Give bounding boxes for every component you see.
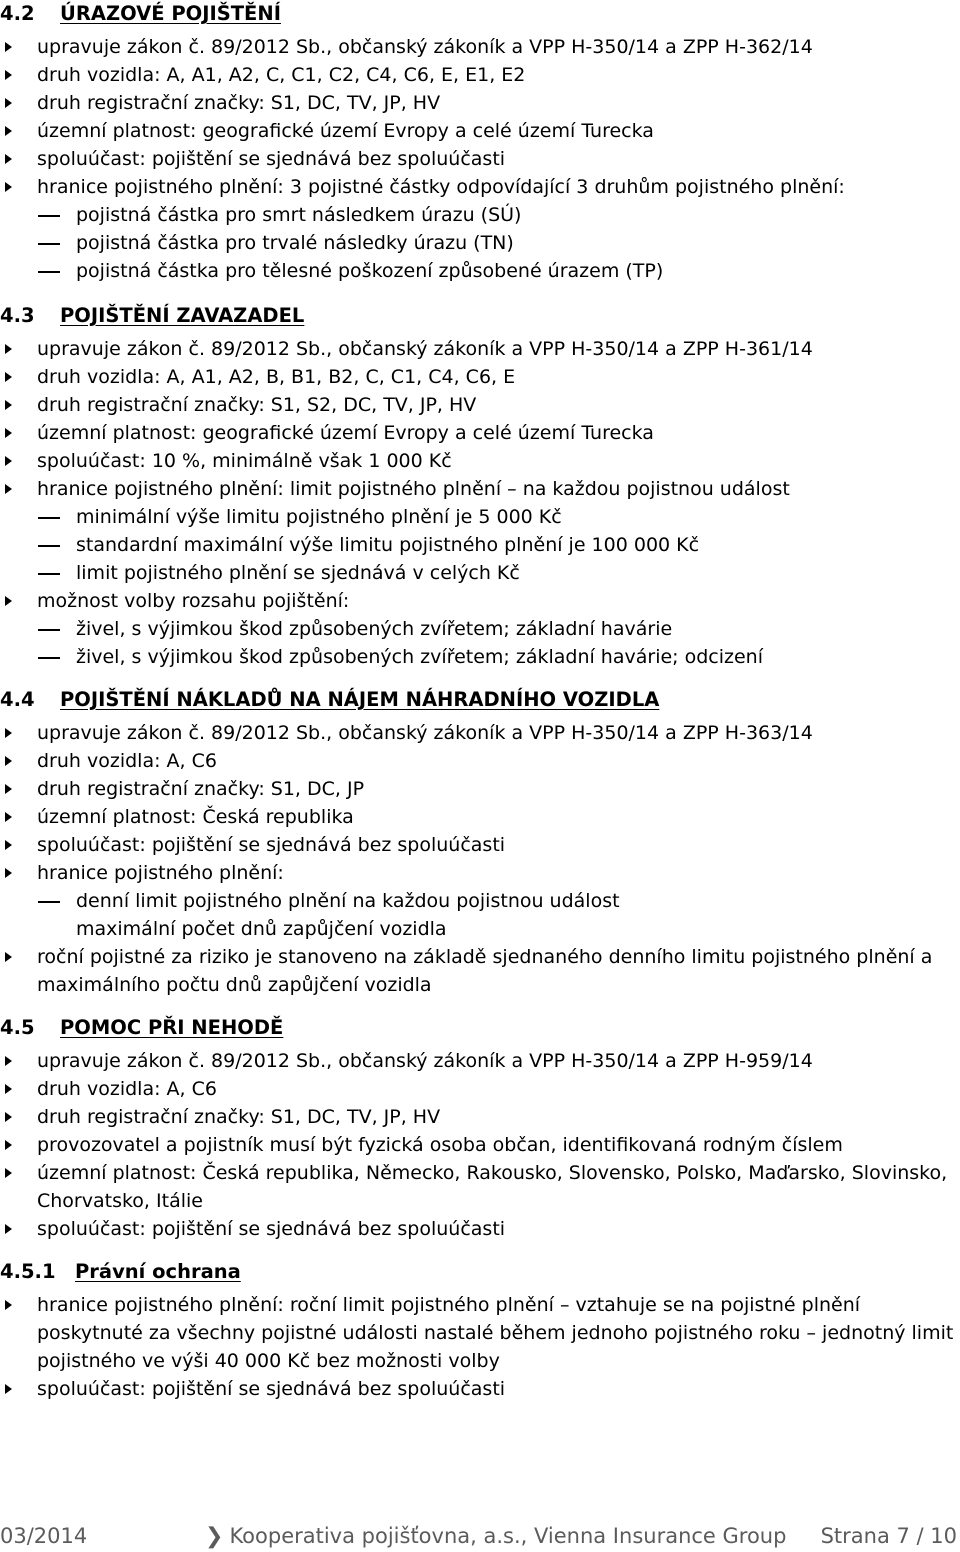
dash-icon (38, 629, 60, 631)
bullet-triangle-icon (5, 372, 12, 382)
bullet-triangle-icon (5, 400, 12, 410)
bullet-triangle-icon (5, 868, 12, 878)
list-item: provozovatel a pojistník musí být fyzická osoba občan, identifikovaná rodným číslem (0, 1131, 960, 1159)
sub-list-item: denní limit pojistného plnění na každou pojistnou událost (0, 887, 960, 915)
dash-icon (38, 901, 60, 903)
bullet-triangle-icon (5, 70, 12, 80)
sub-list-item: maximální počet dnů zapůjčení vozidla (76, 918, 447, 940)
sub-list-item: živel, s výjimkou škod způsobených zvířetem; základní havárie; odcizení (0, 643, 960, 671)
dash-icon (38, 573, 60, 575)
list-item: upravuje zákon č. 89/2012 Sb., občanský zákoník a VPP H-350/14 a ZPP H-362/14 (0, 33, 960, 61)
section-list-4-2 (0, 33, 960, 285)
sub-list-item: pojistná částka pro tělesné poškození způsobené úrazem (TP) (0, 257, 960, 285)
section-title: Právní ochrana (75, 1260, 241, 1283)
sub-list-item: standardní maximální výše limitu pojistného plnění je 100 000 Kč (0, 531, 960, 559)
list-item: druh vozidla: A, A1, A2, C, C1, C2, C4, C6, E, E1, E2 (0, 61, 960, 89)
bullet-triangle-icon (5, 596, 12, 606)
footer-company-name: Kooperativa pojišťovna, a.s., Vienna Insurance Group (229, 1524, 787, 1548)
list-item: územní platnost: geografické území Evropy a celé území Turecka (0, 419, 960, 447)
bullet-triangle-icon (5, 1056, 12, 1066)
list-item: spoluúčast: pojištění se sjednává bez spoluúčasti (0, 1375, 960, 1403)
section-title: POMOC PŘI NEHODĚ (60, 1016, 284, 1039)
list-item: druh registrační značky: S1, S2, DC, TV, JP, HV (0, 391, 960, 419)
list-item: spoluúčast: pojištění se sjednává bez spoluúčasti (0, 831, 960, 859)
section-list-4-5-1 (0, 1291, 960, 1403)
list-item: spoluúčast: pojištění se sjednává bez spoluúčasti (0, 1215, 960, 1243)
bullet-triangle-icon (5, 1168, 12, 1178)
bullet-triangle-icon (5, 42, 12, 52)
list-item: druh registrační značky: S1, DC, TV, JP, HV (0, 89, 960, 117)
list-item: druh vozidla: A, C6 (0, 1075, 960, 1103)
section-heading-4-3 (0, 302, 304, 330)
section-number: 4.3 (0, 304, 35, 327)
section-list-4-5 (0, 1047, 960, 1243)
section-heading-4-2 (0, 0, 281, 28)
section-list-4-3 (0, 335, 960, 671)
list-item: územní platnost: Česká republika (0, 803, 960, 831)
bullet-triangle-icon (5, 728, 12, 738)
bullet-triangle-icon (5, 98, 12, 108)
section-number: 4.5.1 (0, 1260, 56, 1283)
dash-icon (38, 243, 60, 245)
footer-date: 03/2014 (0, 1524, 88, 1548)
bullet-triangle-icon (5, 154, 12, 164)
list-item: spoluúčast: pojištění se sjednává bez spoluúčasti (0, 145, 960, 173)
bullet-triangle-icon (5, 428, 12, 438)
list-item: druh vozidla: A, C6 (0, 747, 960, 775)
list-item: hranice pojistného plnění: (0, 859, 960, 887)
list-item: spoluúčast: 10 %, minimálně však 1 000 Kč (0, 447, 960, 475)
sub-list-item: pojistná částka pro smrt následkem úrazu (SÚ) (0, 201, 960, 229)
bullet-triangle-icon (5, 484, 12, 494)
chevron-right-icon: ❯ (205, 1524, 224, 1549)
section-heading-4-4 (0, 686, 659, 714)
list-item: upravuje zákon č. 89/2012 Sb., občanský zákoník a VPP H-350/14 a ZPP H-959/14 (0, 1047, 960, 1075)
bullet-triangle-icon (5, 1112, 12, 1122)
bullet-triangle-icon (5, 784, 12, 794)
section-heading-4-5-1 (0, 1258, 241, 1286)
bullet-triangle-icon (5, 126, 12, 136)
list-item: hranice pojistného plnění: roční limit pojistného plnění – vztahuje se na pojistné plnění poskytnuté za všechny pojistné události nastalé během jednoho pojistného roku – jednotný limit pojistného ve výši 40 000 Kč bez možnosti volby (0, 1291, 960, 1375)
section-heading-4-5 (0, 1014, 283, 1042)
sub-list-item: pojistná částka pro trvalé následky úrazu (TN) (0, 229, 960, 257)
list-item: hranice pojistného plnění: 3 pojistné částky odpovídající 3 druhům pojistného plnění: (0, 173, 960, 201)
bullet-triangle-icon (5, 840, 12, 850)
footer-company (205, 1521, 786, 1552)
bullet-triangle-icon (5, 182, 12, 192)
section-title: ÚRAZOVÉ POJIŠTĚNÍ (60, 2, 281, 25)
list-item: druh registrační značky: S1, DC, JP (0, 775, 960, 803)
bullet-triangle-icon (5, 812, 12, 822)
list-item: územní platnost: geografické území Evropy a celé území Turecka (0, 117, 960, 145)
bullet-triangle-icon (5, 952, 12, 962)
page-footer (0, 1521, 960, 1551)
dash-icon (38, 545, 60, 547)
list-item: upravuje zákon č. 89/2012 Sb., občanský zákoník a VPP H-350/14 a ZPP H-361/14 (0, 335, 960, 363)
section-number: 4.4 (0, 688, 35, 711)
section-title: POJIŠTĚNÍ ZAVAZADEL (60, 304, 305, 327)
bullet-triangle-icon (5, 756, 12, 766)
list-item: územní platnost: Česká republika, Německo, Rakousko, Slovensko, Polsko, Maďarsko, Slovinsko, Chorvatsko, Itálie (0, 1159, 960, 1215)
list-item: upravuje zákon č. 89/2012 Sb., občanský zákoník a VPP H-350/14 a ZPP H-363/14 (0, 719, 960, 747)
sub-list-item: živel, s výjimkou škod způsobených zvířetem; základní havárie (0, 615, 960, 643)
dash-icon (38, 271, 60, 273)
bullet-triangle-icon (5, 1224, 12, 1234)
bullet-triangle-icon (5, 1140, 12, 1150)
list-item: druh vozidla: A, A1, A2, B, B1, B2, C, C1, C4, C6, E (0, 363, 960, 391)
sub-list-item: limit pojistného plnění se sjednává v celých Kč (0, 559, 960, 587)
bullet-triangle-icon (5, 1384, 12, 1394)
section-title: POJIŠTĚNÍ NÁKLADŮ NA NÁJEM NÁHRADNÍHO VOZIDLA (60, 688, 660, 711)
bullet-triangle-icon (5, 1300, 12, 1310)
section-number: 4.2 (0, 2, 35, 25)
sub-list-item: minimální výše limitu pojistného plnění je 5 000 Kč (0, 503, 960, 531)
dash-icon (38, 215, 60, 217)
list-item: roční pojistné za riziko je stanoveno na základě sjednaného denního limitu pojistného plnění a maximálního počtu dnů zapůjčení vozidla (0, 943, 960, 999)
bullet-triangle-icon (5, 456, 12, 466)
section-list-4-4 (0, 719, 960, 999)
list-item: druh registrační značky: S1, DC, TV, JP, HV (0, 1103, 960, 1131)
page-number: Strana 7 / 10 (820, 1524, 957, 1548)
dash-icon (38, 517, 60, 519)
list-item: možnost volby rozsahu pojištění: (0, 587, 960, 615)
section-number: 4.5 (0, 1016, 35, 1039)
bullet-triangle-icon (5, 1084, 12, 1094)
list-item: hranice pojistného plnění: limit pojistného plnění – na každou pojistnou událost (0, 475, 960, 503)
dash-icon (38, 657, 60, 659)
bullet-triangle-icon (5, 344, 12, 354)
